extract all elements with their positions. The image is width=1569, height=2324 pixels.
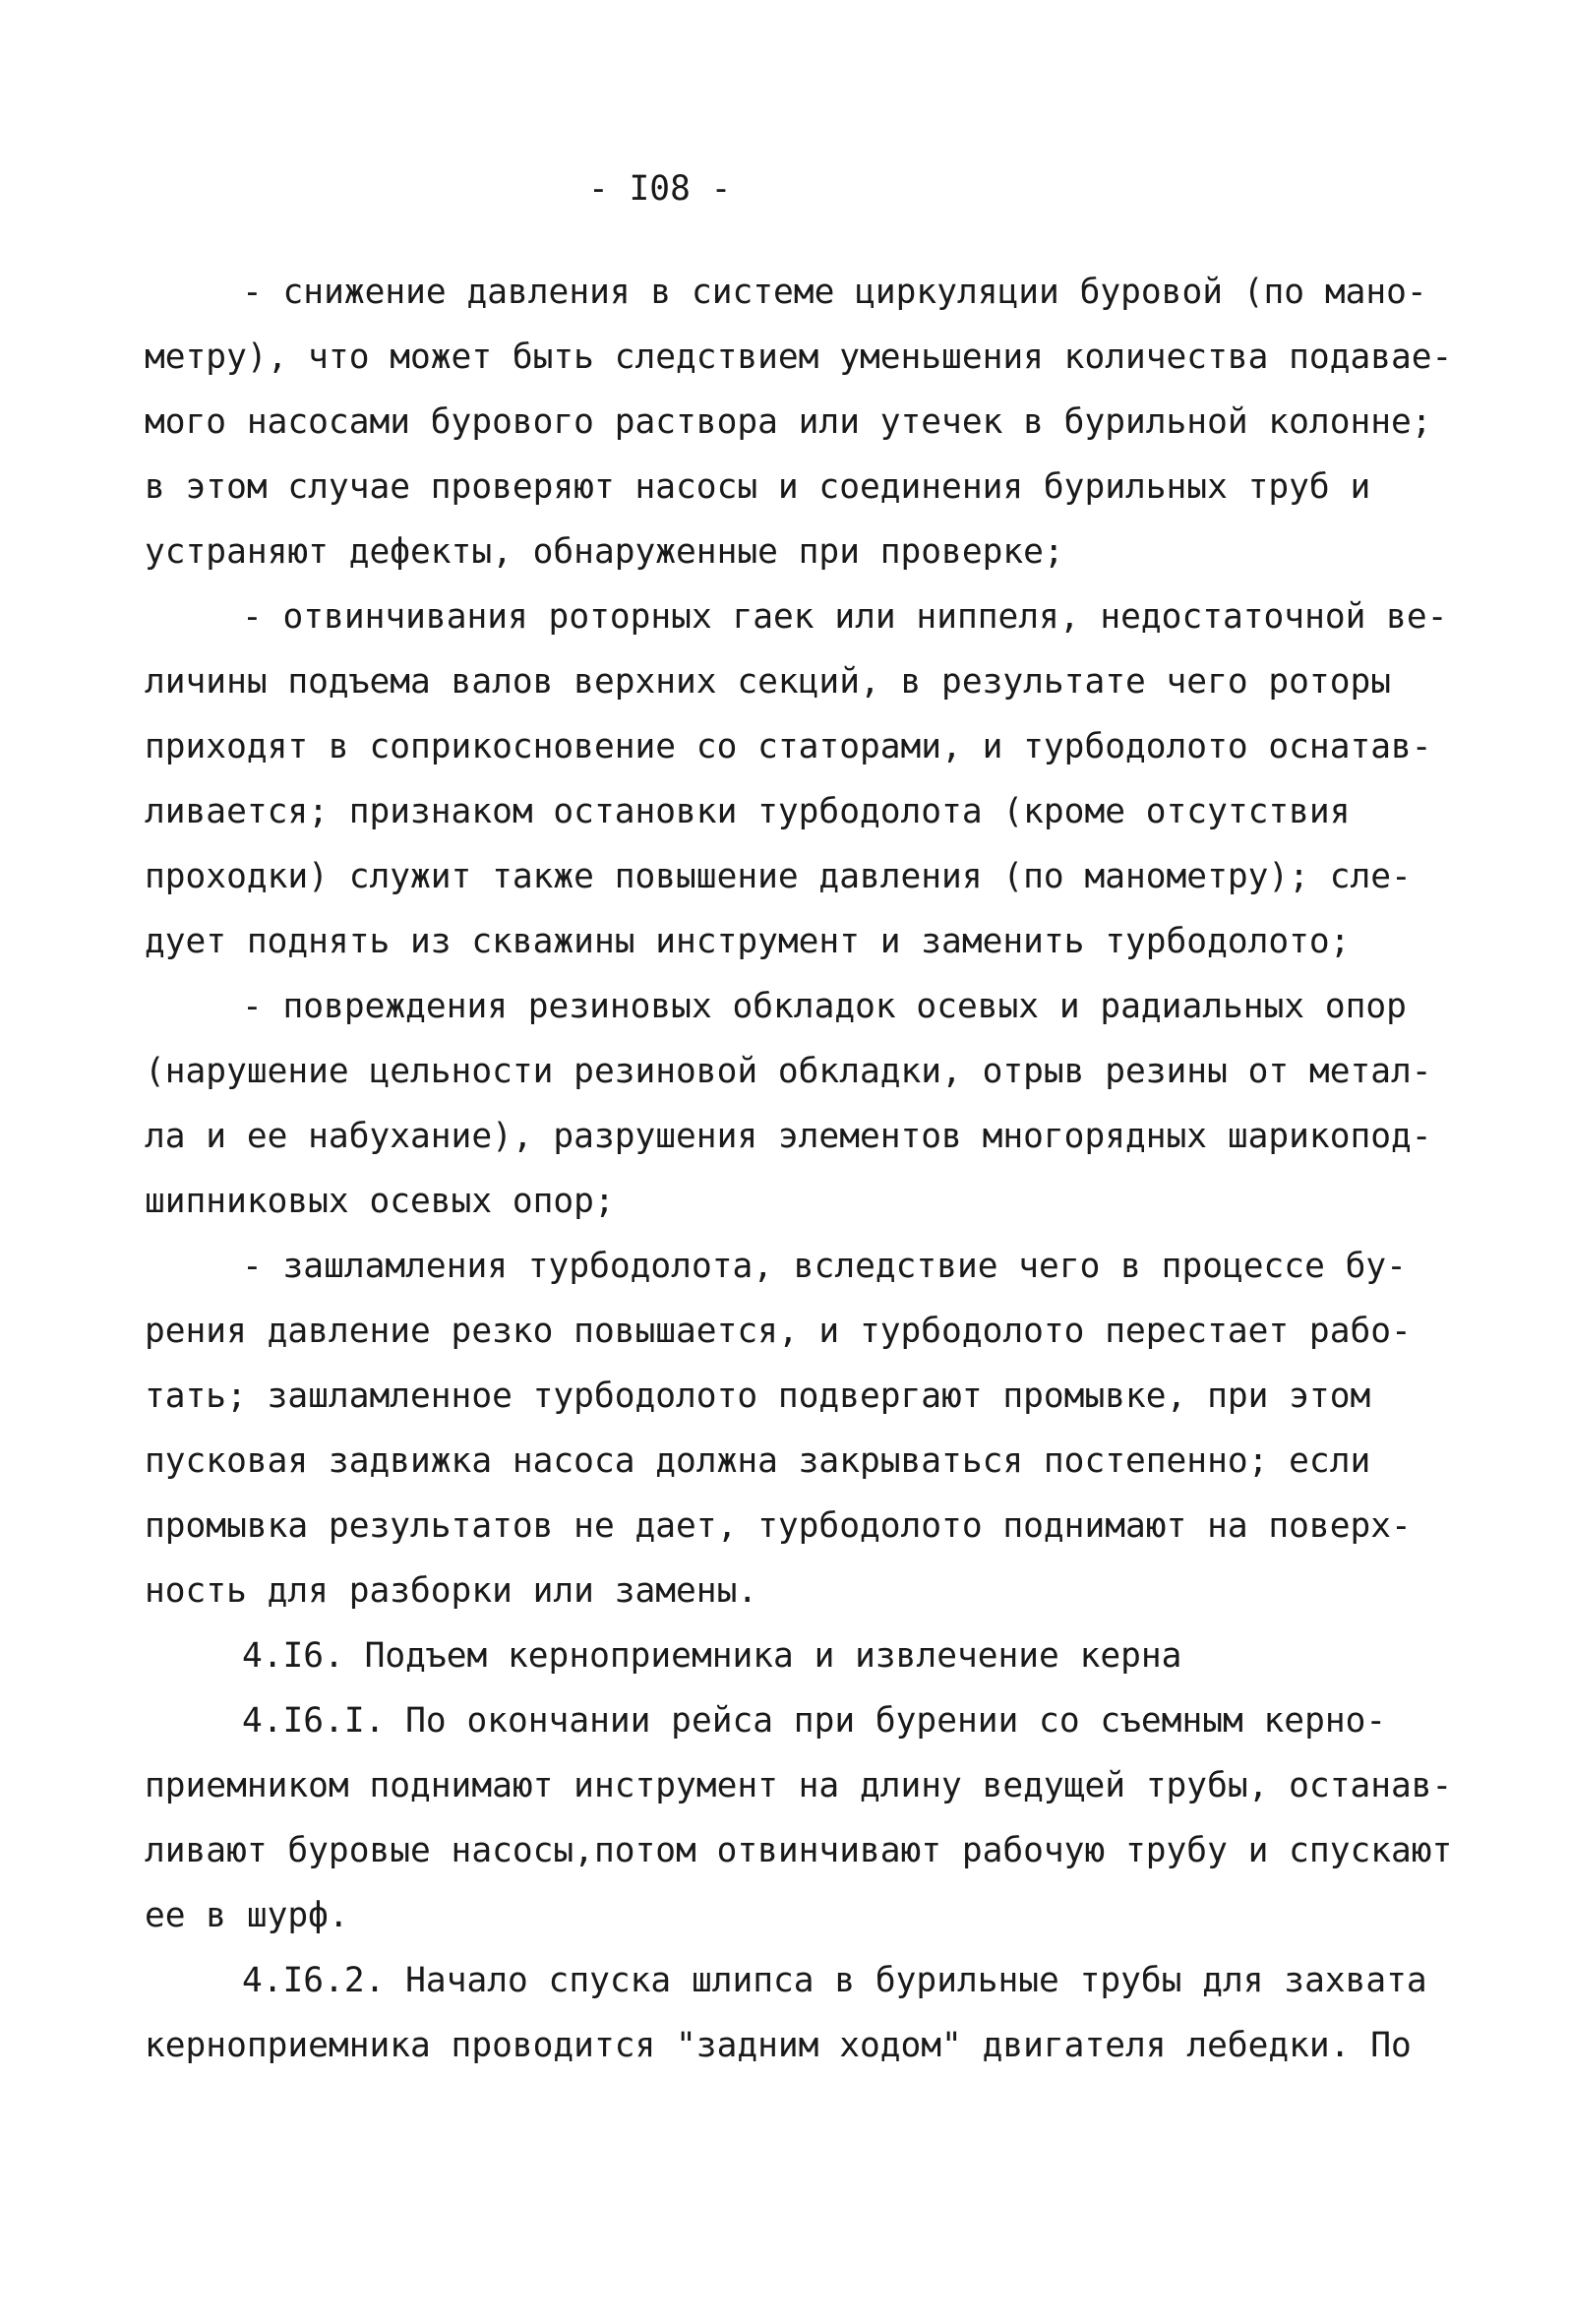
text-line: ее в шурф. [145, 1896, 349, 1935]
text-line: (нарушение цельности резиновой обкладки, отрыв резины от метал- [145, 1052, 1432, 1091]
text-line: проходки) служит также повышение давления (по манометру); сле- [145, 857, 1412, 896]
section-heading: 4.I6. Подъем керноприемника и извлечение керна [242, 1636, 1182, 1676]
text-line: - снижение давления в системе циркуляции буровой (по мано- [242, 273, 1427, 312]
text-line: 4.I6.2. Начало спуска шлипса в бурильные трубы для захвата [242, 1961, 1427, 2000]
text-line: - повреждения резиновых обкладок осевых и радиальных опор [242, 987, 1407, 1026]
text-line: - отвинчивания роторных гаек или ниппеля, недостаточной ве- [242, 597, 1448, 637]
text-line: приходят в соприкосновение со статорами, и турбодолото оснатав- [145, 727, 1432, 766]
text-line: 4.I6.I. По окончании рейса при бурении со съемным керно- [242, 1701, 1387, 1741]
text-line: шипниковых осевых опор; [145, 1182, 615, 1221]
page-number: - I08 - [588, 169, 732, 209]
text-line: тать; зашламленное турбодолото подвергают промывке, при этом [145, 1376, 1371, 1416]
text-line: ливается; признаком остановки турбодолота (кроме отсутствия [145, 792, 1351, 831]
text-line: дует поднять из скважины инструмент и заменить турбодолото; [145, 922, 1351, 961]
text-line: ла и ее набухание), разрушения элементов многорядных шарикопод- [145, 1117, 1432, 1156]
text-line: в этом случае проверяют насосы и соединения бурильных труб и [145, 467, 1371, 507]
text-line: пусковая задвижка насоса должна закрываться постепенно; если [145, 1441, 1371, 1481]
text-line: рения давление резко повышается, и турбодолото перестает рабо- [145, 1312, 1412, 1351]
text-line: промывка результатов не дает, турбодолото поднимают на поверх- [145, 1506, 1412, 1546]
text-line: метру), что может быть следствием уменьшения количества подавае- [145, 337, 1453, 377]
text-line: - зашламления турбодолота, вследствие чего в процессе бу- [242, 1247, 1407, 1286]
text-line: керноприемника проводится "задним ходом" двигателя лебедки. По [145, 2026, 1412, 2065]
text-line: устраняют дефекты, обнаруженные при проверке; [145, 532, 1064, 572]
text-line: приемником поднимают инструмент на длину ведущей трубы, останав- [145, 1766, 1453, 1805]
text-line: личины подъема валов верхних секций, в результате чего роторы [145, 662, 1392, 702]
text-line: мого насосами бурового раствора или утечек в бурильной колонне; [145, 402, 1432, 442]
text-line: ливают буровые насосы,потом отвинчивают рабочую трубу и спускают [145, 1831, 1453, 1870]
text-line: ность для разборки или замены. [145, 1571, 758, 1611]
